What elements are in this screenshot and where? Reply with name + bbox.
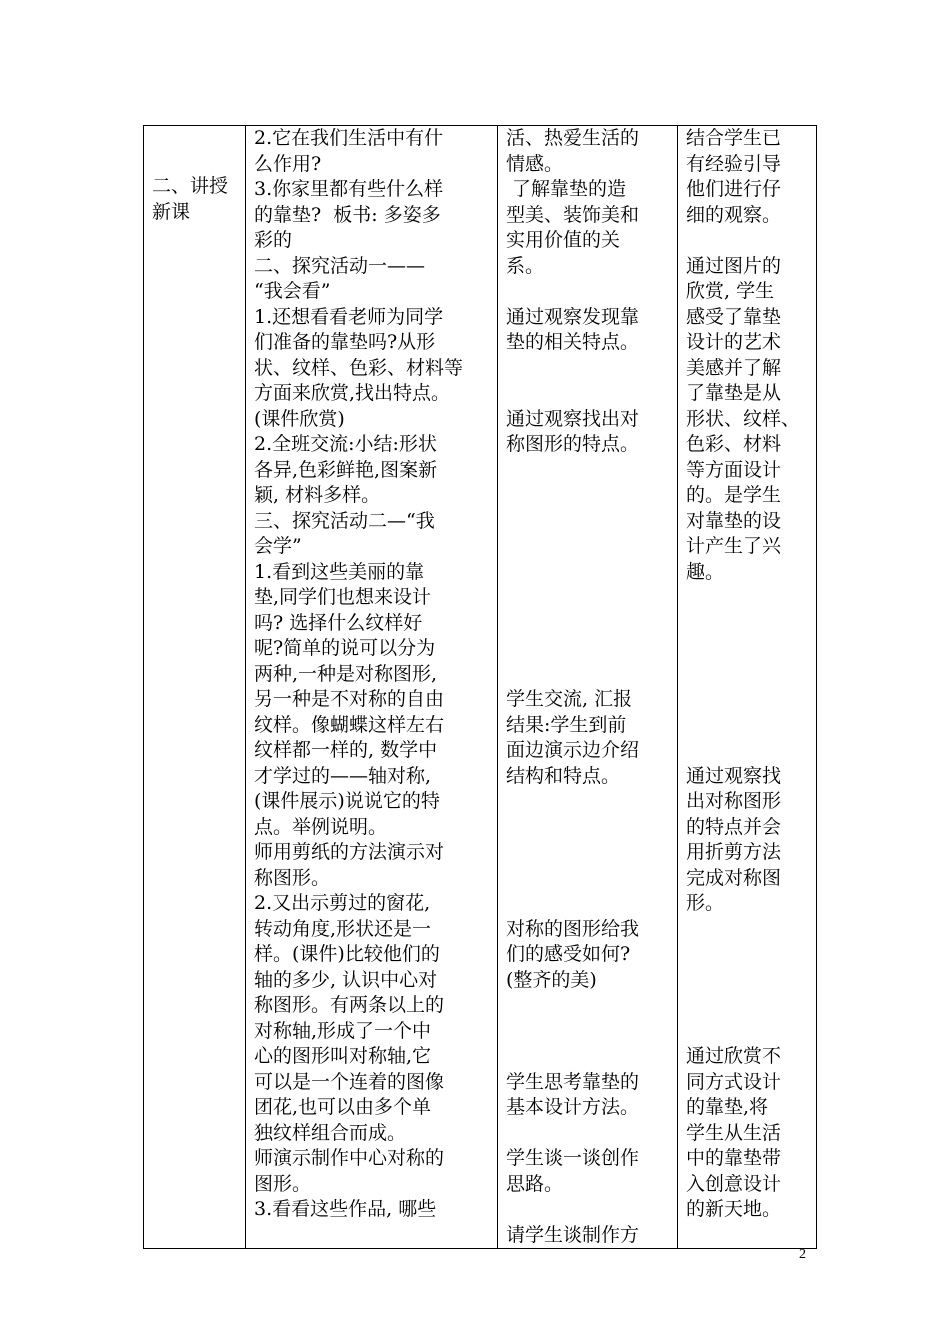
paragraph [686, 611, 808, 637]
paragraph [686, 1019, 808, 1045]
paragraph [686, 738, 808, 764]
paragraph [506, 483, 669, 509]
paragraph [506, 381, 669, 407]
paragraph [686, 585, 808, 611]
paragraph: 通过欣赏不 同方式设计 的靠垫,将 学生从生活 中的靠垫带 入创意设计 的新天地。 [686, 1045, 782, 1220]
paragraph [506, 356, 669, 382]
paragraph [686, 993, 808, 1019]
paragraph [506, 560, 669, 586]
paragraph [506, 840, 669, 866]
paragraph: 学生思考靠垫的 基本设计方法。 [506, 1070, 640, 1118]
paragraph: 了解靠垫的造 型美、装饰美和 实用价值的关 系。 [506, 178, 640, 277]
design-intent-cell [678, 126, 817, 1249]
paragraph [686, 942, 808, 968]
paragraph: 通过观察发现靠 垫的相关特点。 [506, 305, 640, 353]
paragraph [686, 968, 808, 994]
paragraph [506, 279, 669, 305]
paragraph [506, 993, 669, 1019]
paragraph [506, 1121, 669, 1147]
paragraph: 师用剪纸的方法演示对 称图形。 [254, 841, 445, 889]
paragraph [506, 585, 669, 611]
paragraph: 通过观察找出对 称图形的特点。 [506, 407, 640, 455]
paragraph: 学生谈一谈创作 思路。 [506, 1147, 640, 1195]
paragraph: 3.看看这些作品, 哪些 [254, 1198, 437, 1220]
paragraph: 三、探究活动二—“我 会学” [254, 509, 435, 557]
student-activity-cell [498, 126, 678, 1249]
paragraph: 2.又出示剪过的窗花, 转动角度,形状还是一 样。(课件)比较他们的 轴的多少, 认识中心对 称图形。有两条以上的 对称轴,形成了一个中 心的图形叫对称轴,它 可以是一个连着的图像 团花,也可以由多个单 独纹样组合而成。 [254, 892, 445, 1144]
page-number: 2 [799, 1247, 806, 1262]
paragraph [506, 662, 669, 688]
paragraph [506, 534, 669, 560]
paragraph: 结合学生已 有经验引导 他们进行仔 细的观察。 [686, 127, 782, 226]
paragraph [506, 611, 669, 637]
teacher-activity-text [254, 126, 489, 1223]
teacher-activity-cell [246, 126, 498, 1249]
table-row [144, 126, 817, 1249]
paragraph: 3.你家里都有些什么样 的靠垫? 板书: 多姿多 彩的 [254, 178, 444, 251]
paragraph [506, 891, 669, 917]
paragraph [686, 662, 808, 688]
paragraph: 二、探究活动一—— “我会看” [254, 254, 426, 302]
paragraph [506, 509, 669, 535]
paragraph: 2.它在我们生活中有什 么作用? [254, 127, 444, 175]
paragraph [506, 1019, 669, 1045]
stage-cell [144, 126, 246, 1249]
paragraph [506, 458, 669, 484]
paragraph [506, 1044, 669, 1070]
paragraph [506, 866, 669, 892]
paragraph [686, 636, 808, 662]
paragraph: 1.还想看看老师为同学 们准备的靠垫吗?从形 状、纹样、色彩、材料等 方面来欣赏,找出特点。 (课件欣赏) [254, 305, 464, 430]
student-activity-text [506, 126, 669, 1248]
paragraph: 对称的图形给我 们的感受如何? (整齐的美) [506, 917, 640, 991]
lesson-plan-table [143, 125, 817, 1249]
paragraph: 1.看到这些美丽的靠 垫,同学们也想来设计 吗? 选择什么纹样好 呢?简单的说可以分为 两种,一种是对称图形, 另一种是不对称的自由 纹样。像蝴蝶这样左右 纹样都一样的, 数学中 才学过的——轴对称, (课件展示)说说它的特 点。举例说明。 [254, 560, 445, 838]
paragraph [686, 687, 808, 713]
paragraph [686, 917, 808, 943]
paragraph [686, 228, 808, 254]
paragraph: 请学生谈制作方 [506, 1223, 640, 1246]
paragraph: 通过观察找 出对称图形 的特点并会 用折剪方法 完成对称图 形。 [686, 764, 782, 914]
stage-label: 二、讲授 新课 [152, 175, 229, 223]
paragraph: 学生交流, 汇报 结果:学生到前 面边演示边介绍 结构和特点。 [506, 688, 640, 787]
paragraph [506, 815, 669, 841]
paragraph [506, 1197, 669, 1223]
paragraph [506, 636, 669, 662]
paragraph: 2.全班交流:小结:形状 各异,色彩鲜艳,图案新 颖, 材料多样。 [254, 433, 438, 506]
paragraph [506, 789, 669, 815]
design-intent-text [686, 126, 808, 1223]
paragraph [686, 713, 808, 739]
paragraph: 通过图片的 欣赏, 学生 感受了靠垫 设计的艺术 美感并了解 了靠垫是从 形状、纹样、 色彩、材料 等方面设计 的。是学生 对靠垫的设 计产生了兴 趣。 [686, 254, 801, 583]
paragraph: 师演示制作中心对称的 图形。 [254, 1147, 445, 1195]
paragraph: 活、热爱生活的 情感。 [506, 127, 640, 175]
